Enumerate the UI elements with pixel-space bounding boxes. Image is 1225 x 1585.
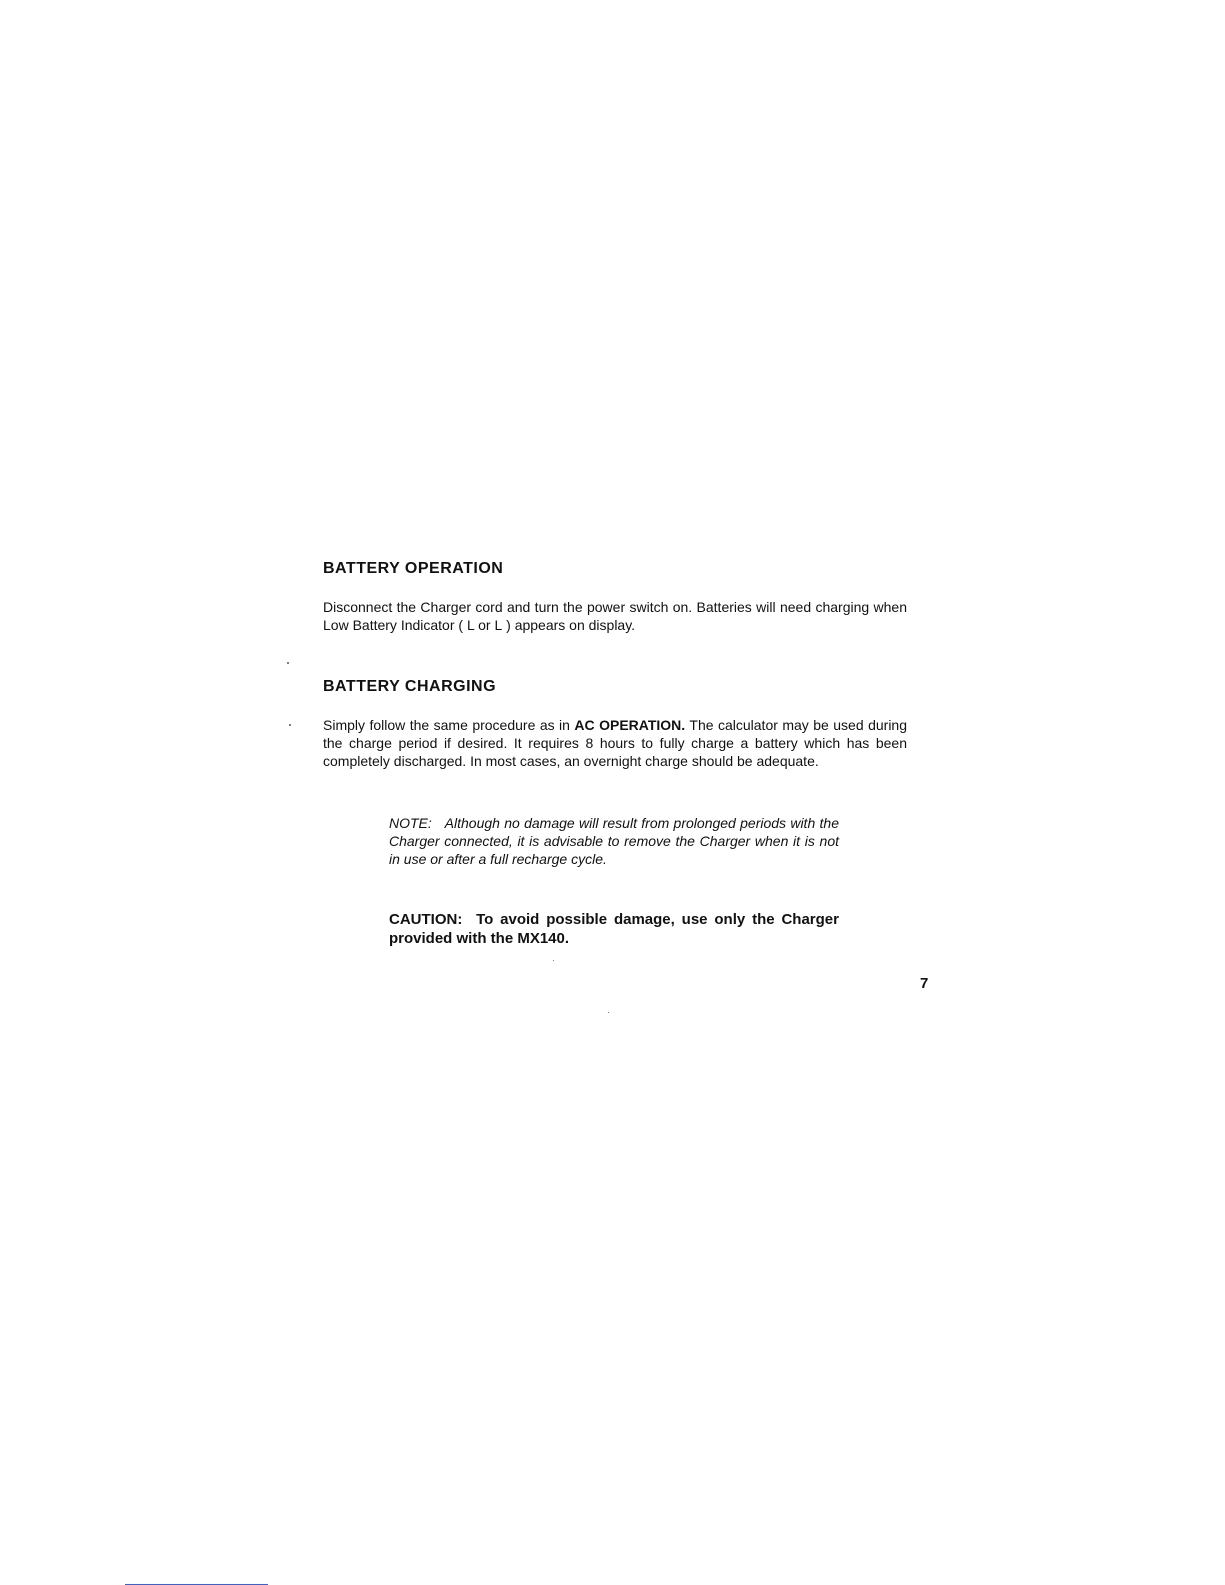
scan-speck	[287, 662, 289, 664]
scan-speck	[289, 724, 291, 726]
battery-operation-text-start: Disconnect the Charger cord and turn the power switch on. Batteries will need charging when Low Battery Indicator ( L or	[323, 599, 907, 633]
battery-charging-body	[323, 716, 907, 770]
scan-speck	[553, 960, 554, 961]
caution-text: To avoid possible damage, use only the Charger provided with the MX140.	[389, 911, 839, 947]
note-label: NOTE:	[389, 815, 432, 831]
battery-operation-text-end: ) appears on display.	[502, 617, 636, 633]
note-block	[389, 814, 839, 868]
caution-block	[389, 910, 839, 948]
battery-charging-text-start: Simply follow the same procedure as in	[323, 717, 575, 733]
page-number: 7	[920, 975, 929, 992]
note-text: Although no damage will result from prolonged periods with the Charger connected, it is advisable to remove the Charger when it is not in use or after a full recharge cycle.	[389, 815, 839, 867]
low-battery-indicator-icon: L	[494, 617, 503, 633]
battery-charging-text-end: The calculator may be used during the charge period if desired. It requires 8 hours to fully charge a battery which has been completely discharged. In most cases, an overnight charge should be adequate.	[323, 717, 908, 769]
ac-operation-reference: AC OPERATION.	[574, 717, 686, 733]
battery-operation-heading: BATTERY OPERATION	[323, 560, 504, 577]
battery-charging-heading: BATTERY CHARGING	[323, 678, 497, 695]
battery-operation-body	[323, 598, 907, 634]
scan-speck	[608, 1012, 609, 1013]
caution-label: CAUTION:	[389, 911, 463, 928]
